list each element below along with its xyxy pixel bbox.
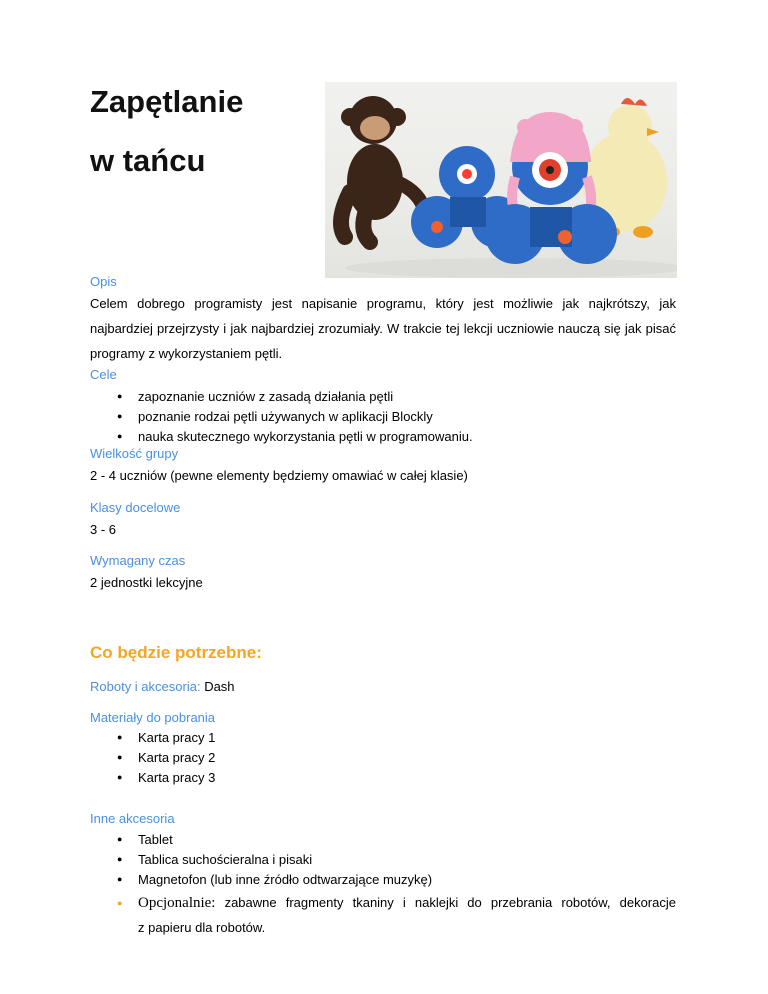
downloads-label: Materiały do pobrania — [90, 710, 216, 725]
description-text: Celem dobrego programisty jest napisanie programu, który jest możliwie jak najkrótszy, jak najbardziej przejrzysty i jak najbardziej zrozumiały. W trakcie tej lekcji uczniowie nauczą się jak pisać programy z wykorzystaniem pętli. — [90, 296, 676, 361]
bullet-icon: ● — [117, 874, 123, 884]
bullet-icon: ● — [117, 772, 123, 782]
download-item[interactable]: Karta pracy 3 — [138, 770, 216, 785]
bullet-icon: ● — [117, 411, 123, 421]
robots-label: Roboty i akcesoria: — [90, 679, 201, 694]
robots-value: Dash — [204, 679, 235, 694]
bullet-icon: ● — [117, 898, 123, 908]
goals-label: Cele — [90, 367, 117, 382]
optional-item-line2: z papieru dla robotów. — [138, 920, 266, 935]
other-item: Magnetofon (lub inne źródło odtwarzające muzykę) — [138, 872, 433, 887]
other-item: Tablica suchościeralna i pisaki — [138, 852, 313, 867]
bullet-icon: ● — [117, 391, 123, 401]
document-title-line1: Zapętlanie — [90, 84, 244, 119]
other-item: Tablet — [138, 832, 173, 847]
goal-item: poznanie rodzai pętli używanych w aplikacji Blockly — [138, 409, 433, 424]
bullet-icon: ● — [117, 431, 123, 441]
bullet-icon: ● — [117, 752, 123, 762]
bullet-icon: ● — [117, 834, 123, 844]
other-label: Inne akcesoria — [90, 811, 175, 826]
goal-item: nauka skutecznego wykorzystania pętli w programowaniu. — [138, 429, 473, 444]
optional-label: Opcjonalnie: — [138, 895, 216, 911]
bullet-icon: ● — [117, 854, 123, 864]
group-size-label: Wielkość grupy — [90, 446, 179, 461]
goal-item: zapoznanie uczniów z zasadą działania pętli — [138, 389, 394, 404]
optional-text: zabawne fragmenty tkaniny i naklejki do przebrania robotów, dekoracje — [224, 895, 676, 910]
optional-item-line1 — [138, 895, 676, 912]
document-title-line2: w tańcu — [90, 143, 206, 178]
robots-photo — [325, 82, 677, 278]
download-item[interactable]: Karta pracy 1 — [138, 730, 216, 745]
description-label: Opis — [90, 274, 117, 289]
bullet-icon: ● — [117, 732, 123, 742]
needed-heading: Co będzie potrzebne: — [90, 643, 262, 662]
target-classes-value: 3 - 6 — [90, 522, 117, 537]
download-item[interactable]: Karta pracy 2 — [138, 750, 216, 765]
target-classes-label: Klasy docelowe — [90, 500, 181, 515]
group-size-value: 2 - 4 uczniów (pewne elementy będziemy omawiać w całej klasie) — [90, 468, 468, 483]
required-time-value: 2 jednostki lekcyjne — [90, 575, 203, 590]
required-time-label: Wymagany czas — [90, 553, 186, 568]
robots-line — [90, 679, 235, 694]
